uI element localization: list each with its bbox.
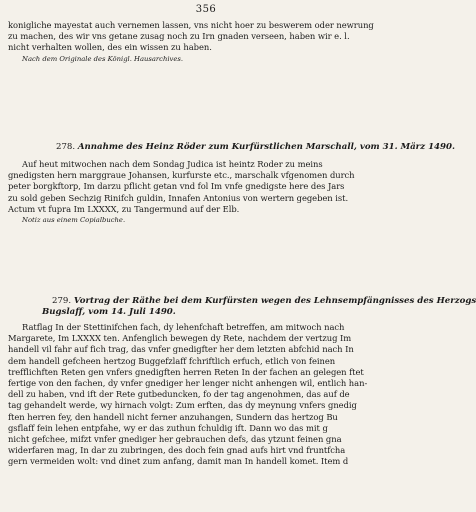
- page-number: 356: [195, 4, 217, 15]
- source-note: Notiz aus einem Copialbuche.: [22, 216, 126, 225]
- document-279-heading: [8, 296, 476, 307]
- text-line: Auf heut mitwochen nach dem Sondag Judica ist heintz Roder zu meins: [22, 159, 323, 169]
- text-line: tag gehandelt werde, wy hirnach volgt: Zum erften, das dy meynung vnfers gnedig: [8, 400, 357, 411]
- text-line: nicht gefchee, mifzt vnfer gnediger her gebrauchen defs, das ytzunt feinen gna: [8, 434, 342, 445]
- text-line: handell vil fahr auf fich trag, das vnfer gnedigfter her dem letzten abfchid nach In: [8, 344, 354, 355]
- text-line: dell zu haben, vnd ift der Rete gutbeduncken, fo der tag angenohmen, das auf de: [8, 389, 350, 400]
- document-279: [8, 296, 476, 468]
- source-note: Nach dem Originale des Königl. Hausarchives.: [22, 54, 184, 63]
- text-line: ften herren fey, den handell nicht ferner anzuhangen, Sundern das hertzog Bu: [8, 411, 338, 422]
- text-line: fertige von den fachen, dy vnfer gnediger her lenger nicht anhengen wil, entlich han-: [8, 378, 368, 389]
- text-line: trefflichften Reten gen vnfers gnedigften herren Reten In der fachen an gelegen ftet: [8, 366, 364, 377]
- document-number: 279.: [52, 296, 72, 306]
- document-278-heading: [8, 142, 455, 153]
- text-line: zu sold geben Sechzig Rinifch guldin, Innafen Antonius von wertern gegeben ist.: [8, 192, 349, 203]
- text-line: Actum vt fupra Im LXXXX, zu Tangermund auf der Elb.: [8, 203, 240, 214]
- document-number: 278.: [56, 142, 76, 152]
- text-line: peter borgkftorp, Im darzu pflicht getan vnd fol Im vnfe gnedigste here des Jars: [8, 181, 345, 192]
- text-line: gsflaff fein lehen entpfahe, wy er das zuthun fchuldig ift. Dann wo das mit g: [8, 422, 328, 433]
- document-title-line1: Vortrag der Räthe bei dem Kurfürsten wegen des Lehnsempfängnisses des Herzogs: [73, 296, 476, 306]
- text-line: Ratflag In der Stettinifchen fach, dy lehenfchaft betreffen, am mitwoch nach: [22, 322, 345, 332]
- text-line: widerfaren mag, In dar zu zubringen, des doch fein gnad aufs hirt vnd fruntfcha: [8, 445, 346, 456]
- document-title: Annahme des Heinz Röder zum Kurfürstlichen Marschall, vom 31. März 1490.: [77, 142, 455, 152]
- text-line: Margarete, Im LXXXX ten. Anfenglich bewegen dy Rete, nachdem der vertzug Im: [8, 333, 352, 344]
- text-line: zu machen, des wir vns getane zusag noch zu Irn gnaden verseen, haben wir e. l.: [8, 31, 350, 42]
- text-line: gnedigsten hern marggraue Johansen, kurfurste etc., marschalk vfgenomen durch: [8, 170, 355, 181]
- top-paragraph: [8, 20, 404, 64]
- document-279-heading-line2: [8, 307, 404, 318]
- text-line: konigliche mayestat auch vernemen lassen, vns nicht hoer zu beswerem oder newrung: [8, 20, 374, 30]
- text-line: nicht verhalten wollen, des ein wissen zu haben.: [8, 42, 212, 53]
- document-title-line2: Bugslaff, vom 14. Juli 1490.: [42, 307, 176, 317]
- text-line: gern vermeiden wolt: vnd dinet zum anfang, damit man In handell komet. Item d: [8, 456, 349, 467]
- text-line: dem handell gefcheen hertzog Buggefzlaff fchriftlich erfuch, etlich von feinen: [8, 355, 336, 366]
- document-278: [8, 142, 455, 225]
